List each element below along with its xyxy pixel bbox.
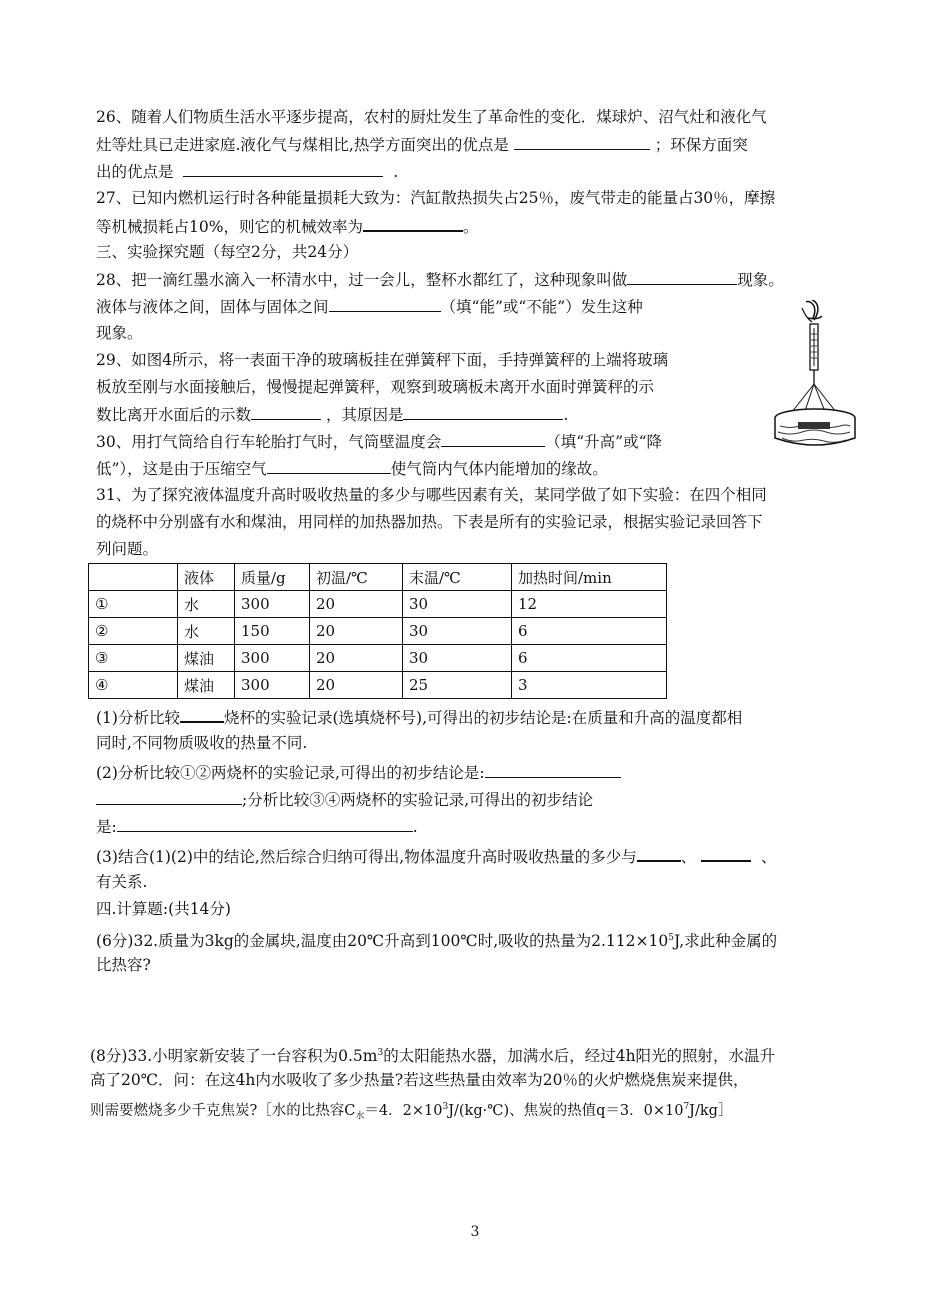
q31-p3-answer-blank-2[interactable]	[701, 842, 751, 862]
table-row	[89, 645, 667, 672]
table-cell: ①	[89, 591, 178, 618]
q32-exponent: 5	[668, 933, 674, 943]
section-3-heading	[96, 239, 856, 266]
q26-text-1: 26、随着人们物质生活水平逐步提高，农村的厨灶发生了革命性的变化．煤球炉、沼气灶和液化气	[96, 108, 767, 126]
q31-p2-line3	[96, 813, 856, 840]
q30-text-3: 低”），这是由于压缩空气	[96, 460, 267, 478]
q28-text-1: 28、把一滴红墨水滴入一杯清水中，过一会儿，整杯水都红了，这种现象叫做	[96, 271, 628, 289]
q27-line2	[96, 212, 856, 239]
table-cell: 20	[310, 645, 403, 672]
q33-line2	[90, 1067, 860, 1094]
q31-line2	[96, 509, 856, 536]
q29-line2	[96, 374, 856, 401]
q30-answer-blank-2[interactable]	[267, 455, 391, 474]
section-4-heading	[96, 896, 856, 923]
q31-line3	[96, 536, 856, 563]
q31-p2-line2	[96, 786, 856, 813]
table-cell: 150	[235, 618, 310, 645]
q32-text-3: 比热容?	[96, 956, 151, 974]
table-cell: ②	[89, 618, 178, 645]
q28-line2	[96, 293, 856, 320]
table-header-cell: 液体	[178, 564, 235, 591]
q33-exponent-3: 7	[683, 1102, 690, 1112]
q29-text-4: ，其原因是	[325, 406, 404, 424]
q27-answer-blank[interactable]	[363, 212, 463, 232]
q31-p1-text-2: 烧杯的实验记录(选填烧杯号),可得出的初步结论是:在质量和升高的温度都相	[223, 709, 743, 727]
table-cell: 300	[235, 672, 310, 699]
table-cell: ④	[89, 672, 178, 699]
table-cell: ③	[89, 645, 178, 672]
table-header-cell: 质量/g	[235, 564, 310, 591]
q26-answer-blank-2[interactable]	[183, 158, 383, 177]
table-cell: 25	[403, 672, 512, 699]
table-cell: 30	[403, 591, 512, 618]
q31-p1-line2	[96, 730, 856, 757]
q31-p3-text-4: 有关系.	[96, 873, 148, 891]
q29-text-5: .	[563, 406, 569, 424]
q33-line1	[90, 1040, 860, 1067]
q31-p2-text-4: .	[412, 818, 418, 836]
q33-line3	[90, 1094, 860, 1121]
q26-line3	[96, 158, 856, 185]
table-cell: 6	[512, 645, 667, 672]
q30-text-1: 30、用打气筒给自行车轮胎打气时，气筒壁温度会	[96, 433, 442, 451]
q30-text-2: （填“升高”或“降	[545, 433, 663, 451]
q28-line1	[96, 266, 856, 293]
q31-p3-text-3: 、	[761, 848, 777, 866]
table-row	[89, 618, 667, 645]
table-cell: 30	[403, 618, 512, 645]
table-header-cell	[89, 564, 178, 591]
q27-text-2: 等机械损耗占10%，则它的机械效率为	[96, 218, 363, 236]
q32-text-1: (6分)32.质量为3kg的金属块,温度由20℃升高到100℃时,吸收的热量为2.112×10	[96, 932, 669, 951]
q29-text-1: 29、如图4所示，将一表面干净的玻璃板挂在弹簧秤下面，手持弹簧秤的上端将玻璃	[96, 351, 669, 369]
figure-4-spring-scale	[772, 300, 858, 455]
table-header-cell: 末温/℃	[403, 564, 512, 591]
table-cell: 3	[512, 672, 667, 699]
q31-p2-text-3: 是:	[96, 818, 117, 836]
q29-text-2: 板放至刚与水面接触后，慢慢提起弹簧秤，观察到玻璃板未离开水面时弹簧秤的示	[96, 378, 655, 396]
q33-text-1: (8分)33.小明家新安装了一台容积为0.5m	[90, 1047, 378, 1066]
q31-p1-answer-blank[interactable]	[180, 703, 224, 723]
q31-text-3: 列问题。	[96, 540, 159, 558]
q28-text-4: （填“能”或“不能”）发生这种	[440, 298, 643, 316]
q31-p2-text-2: ;分析比较③④两烧杯的实验记录,可得出的初步结论	[242, 791, 594, 809]
q30-line1	[96, 428, 856, 455]
table-cell: 水	[178, 618, 235, 645]
q33-text-4: 则需要燃烧多少千克焦炭?［水的比热容C	[90, 1102, 356, 1119]
q29-answer-blank-2[interactable]	[403, 401, 563, 420]
q31-text-1: 31、为了探究液体温度升高时吸收热量的多少与哪些因素有关，某同学做了如下实验：在四个相同	[96, 486, 767, 504]
page-number: 3	[470, 1224, 480, 1240]
q31-p3-line1	[96, 842, 856, 869]
q31-subquestions	[96, 703, 856, 979]
q32-line1	[96, 925, 856, 952]
q31-p2-answer-blank-1[interactable]	[485, 759, 621, 778]
spring-scale-diagram	[772, 300, 858, 455]
q31-p3-text-1: (3)结合(1)(2)中的结论,然后综合归纳可得出,物体温度升高时吸收热量的多少与	[96, 848, 637, 866]
q27-text-3: 。	[462, 218, 479, 236]
q26-line2	[96, 131, 856, 158]
q31-p3-line2	[96, 869, 856, 896]
q33-text-2: 的太阳能热水器，加满水后，经过4h阳光的照射，水温升	[383, 1047, 776, 1066]
q31-line1	[96, 482, 856, 509]
table-cell: 20	[310, 618, 403, 645]
q28-text-2: 现象。	[737, 271, 784, 289]
q32-line2	[96, 952, 856, 979]
q33-subscript: 水	[355, 1111, 365, 1122]
q31-p2-answer-blank-3[interactable]	[117, 813, 413, 832]
q28-text-5: 现象。	[96, 324, 143, 342]
table-cell: 水	[178, 591, 235, 618]
q31-p3-answer-blank-1[interactable]	[637, 842, 681, 862]
q29-line1	[96, 347, 856, 374]
q31-text-2: 的烧杯中分别盛有水和煤油，用同样的加热器加热。下表是所有的实验记录，根据实验记录回答下	[96, 513, 763, 531]
worksheet-page	[96, 104, 856, 563]
q33-text-5: ＝4．2×10	[364, 1102, 443, 1119]
table-cell: 煤油	[178, 672, 235, 699]
q29-text-3: 数比离开水面后的示数	[96, 406, 252, 424]
section-3-text: 三、实验探究题（每空2分，共24分）	[96, 243, 359, 261]
table-row	[89, 591, 667, 618]
table-row	[89, 672, 667, 699]
table-header-row	[89, 564, 667, 591]
table-cell: 30	[403, 645, 512, 672]
q27-text-1: 27、已知内燃机运行时各种能量损耗大致为：汽缸散热损失占25％，废气带走的能量占30％，摩擦	[96, 189, 776, 207]
q33-text-6: J/(kg·℃)、焦炭的热值q＝3．0×10	[448, 1102, 684, 1119]
q26-text-2: 灶等灶具已走进家庭.液化气与煤相比,热学方面突出的优点是	[96, 136, 509, 154]
q31-p2-line1	[96, 759, 856, 786]
q28-text-3: 液体与液体之间，固体与固体之间	[96, 298, 329, 316]
q26-text-4: 出的优点是	[96, 163, 174, 181]
q29-answer-blank-1[interactable]	[251, 401, 321, 420]
q26-answer-blank-1[interactable]	[514, 131, 650, 150]
q33-block	[90, 1040, 860, 1121]
q30-line2	[96, 455, 856, 482]
q33-exponent-2: 3	[442, 1102, 449, 1112]
table-cell: 300	[235, 645, 310, 672]
q30-text-4: 使气筒内气体内能增加的缘故。	[390, 460, 608, 478]
q32-text-2: J,求此种金属的	[673, 932, 778, 951]
q26-line1	[96, 104, 856, 131]
q26-text-3: ；环保方面突	[654, 136, 748, 154]
experiment-table	[88, 563, 667, 699]
table-cell: 20	[310, 591, 403, 618]
q27-line1	[96, 185, 856, 212]
q33-text-3: 高了20℃．问：在这4h内水吸收了多少热量?若这些热量由效率为20％的火炉燃烧焦炭来提供，	[90, 1071, 749, 1089]
table-header-cell: 初温/℃	[310, 564, 403, 591]
section-4-text: 四.计算题:(共14分)	[96, 900, 231, 918]
q31-p1-text-3: 同时,不同物质吸收的热量不同.	[96, 734, 308, 752]
table-header-cell: 加热时间/min	[512, 564, 667, 591]
q31-p3-text-2: 、	[680, 848, 697, 866]
table-cell: 300	[235, 591, 310, 618]
table-cell: 煤油	[178, 645, 235, 672]
q30-answer-blank-1[interactable]	[441, 428, 545, 447]
q26-text-5: .	[393, 163, 399, 181]
table-cell: 12	[512, 591, 667, 618]
q31-p2-text-1: (2)分析比较①②两烧杯的实验记录,可得出的初步结论是:	[96, 764, 485, 782]
q28-line3	[96, 320, 856, 347]
table-cell: 20	[310, 672, 403, 699]
q33-text-7: J/kg］	[689, 1102, 733, 1119]
table-cell: 6	[512, 618, 667, 645]
q28-answer-blank-1[interactable]	[627, 266, 737, 285]
q31-p1-text-1: (1)分析比较	[96, 709, 180, 727]
q28-answer-blank-2[interactable]	[329, 293, 441, 312]
q33-exponent-1: 3	[377, 1048, 384, 1058]
q31-p2-answer-blank-2[interactable]	[96, 786, 242, 805]
q29-line3	[96, 401, 856, 428]
q31-p1-line1	[96, 703, 856, 730]
